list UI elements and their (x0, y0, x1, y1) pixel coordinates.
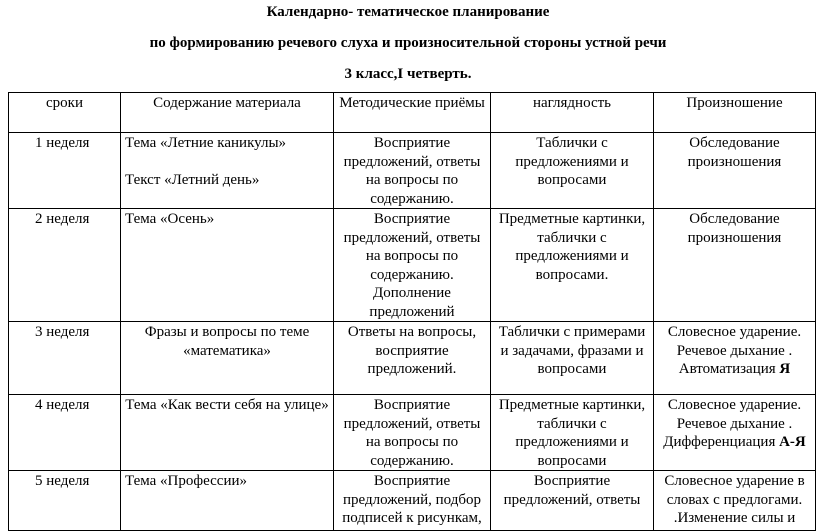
document-title: Календарно- тематическое планирование (266, 4, 550, 20)
content-cell (121, 133, 334, 209)
content-line: Тема «Профессии» (125, 473, 247, 489)
document-class-quarter: 3 класс,I четверть. (344, 66, 472, 82)
column-header-pronunciation: Произношение (654, 93, 816, 133)
content-line: Фразы и вопросы по теме «математика» (144, 324, 310, 359)
document-subtitle: по формированию речевого слуха и произносительной стороны устной речи (149, 35, 667, 51)
column-header-methods: Методические приёмы (334, 93, 491, 133)
content-cell (121, 395, 334, 471)
pronunciation-text: Словесное ударение в словах с предлогами. .Изменение силы и (664, 473, 805, 526)
pronunciation-sound: Я (779, 361, 791, 377)
column-header-dates: сроки (9, 93, 121, 133)
pronunciation-cell (654, 471, 816, 531)
table-row (9, 322, 816, 395)
content-line (125, 153, 329, 171)
visuals-cell: Восприятие предложений, ответы (491, 471, 654, 531)
table-header-row (9, 93, 816, 133)
week-cell: 4 неделя (9, 395, 121, 471)
content-line: Текст «Летний день» (125, 171, 260, 188)
week-cell: 2 неделя (9, 209, 121, 322)
content-line: Тема «Летние каникулы» (125, 135, 287, 151)
week-cell: 5 неделя (9, 471, 121, 531)
week-cell: 3 неделя (9, 322, 121, 395)
methods-cell: Восприятие предложений, подбор подписей к рисункам, (334, 471, 491, 531)
pronunciation-text: Обследование произношения (687, 211, 782, 246)
table-row (9, 133, 816, 209)
pronunciation-sound: А-Я (779, 434, 806, 450)
visuals-cell: Таблички с примерами и задачами, фразами и вопросами (491, 322, 654, 395)
table-row (9, 471, 816, 531)
content-line: Тема «Осень» (125, 211, 215, 227)
table-row (9, 209, 816, 322)
visuals-cell: Предметные картинки, таблички с предложениями и вопросами (491, 395, 654, 471)
visuals-cell: Предметные картинки, таблички с предложениями и вопросами. (491, 209, 654, 322)
planning-table (8, 92, 816, 531)
pronunciation-text: Обследование произношения (687, 135, 782, 170)
content-cell (121, 322, 334, 395)
week-cell: 1 неделя (9, 133, 121, 209)
pronunciation-cell (654, 322, 816, 395)
pronunciation-cell (654, 209, 816, 322)
content-cell (121, 471, 334, 531)
methods-cell: Ответы на вопросы, восприятие предложений. (334, 322, 491, 395)
content-cell (121, 209, 334, 322)
methods-cell: Восприятие предложений, ответы на вопросы по содержанию. (334, 395, 491, 471)
pronunciation-cell (654, 395, 816, 471)
pronunciation-text: Словесное ударение. Речевое дыхание . Автоматизация (667, 324, 802, 377)
methods-cell: Восприятие предложений, ответы на вопросы по содержанию. (334, 133, 491, 209)
column-header-visuals: наглядность (491, 93, 654, 133)
table-row (9, 395, 816, 471)
content-line: Тема «Как вести себя на улице» (125, 397, 329, 413)
visuals-cell: Таблички с предложениями и вопросами (491, 133, 654, 209)
methods-cell: Восприятие предложений, ответы на вопросы по содержанию. Дополнение предложений (334, 209, 491, 322)
column-header-content: Содержание материала (121, 93, 334, 133)
pronunciation-cell (654, 133, 816, 209)
pronunciation-text: Словесное ударение. Речевое дыхание . Дифференциация (663, 397, 802, 450)
